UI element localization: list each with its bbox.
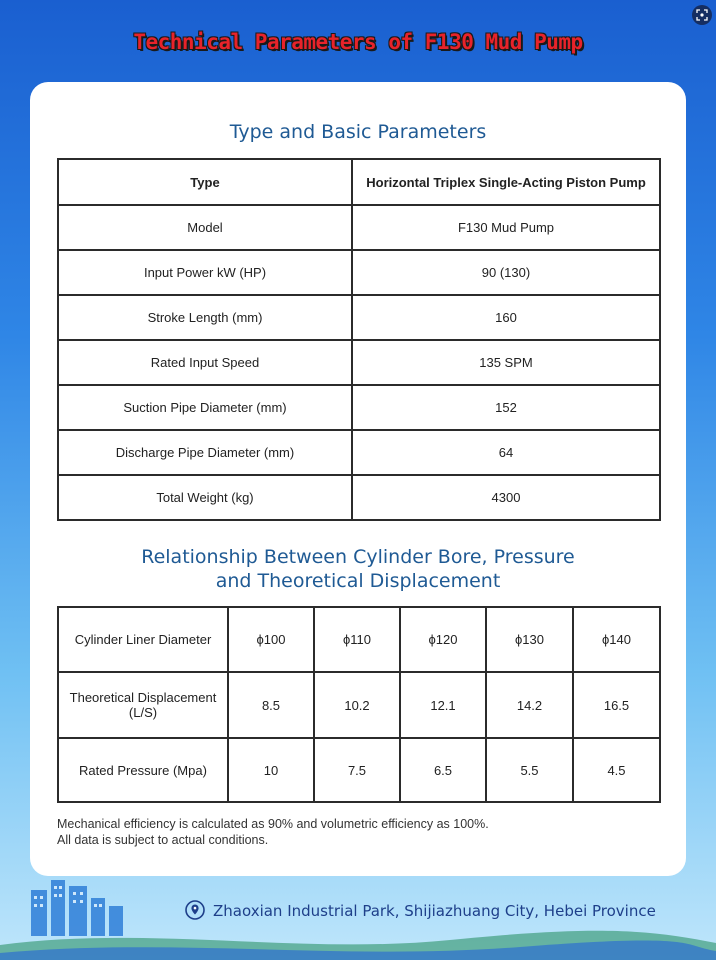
table-row	[58, 430, 660, 475]
param-value: F130 Mud Pump	[352, 205, 660, 250]
param-label: Model	[58, 205, 352, 250]
table-cell: ϕ120	[400, 607, 486, 672]
param-value: 160	[352, 295, 660, 340]
table-cell: 10	[228, 738, 314, 802]
param-value: 64	[352, 430, 660, 475]
table-header-row	[58, 159, 660, 205]
table-cell: 6.5	[400, 738, 486, 802]
section-title-cylinder-line2: and Theoretical Displacement	[215, 570, 501, 592]
table-row	[58, 475, 660, 520]
image-search-icon[interactable]	[692, 5, 712, 25]
table-row	[58, 295, 660, 340]
efficiency-note	[57, 816, 657, 848]
page-title: Technical Parameters of F130 Mud Pump	[133, 30, 583, 54]
table-cell: 14.2	[486, 672, 573, 738]
cylinder-bore-table	[57, 606, 661, 803]
table-cell: ϕ100	[228, 607, 314, 672]
param-label: Input Power kW (HP)	[58, 250, 352, 295]
table-row	[58, 738, 660, 802]
table-cell: ϕ130	[486, 607, 573, 672]
param-label: Suction Pipe Diameter (mm)	[58, 385, 352, 430]
table-cell: 4.5	[573, 738, 660, 802]
row-label: Rated Pressure (Mpa)	[58, 738, 228, 802]
table-cell: 16.5	[573, 672, 660, 738]
table-cell: 10.2	[314, 672, 400, 738]
section-title-basic-parameters: Type and Basic Parameters	[229, 121, 487, 143]
type-label: Type	[58, 159, 352, 205]
table-cell: ϕ110	[314, 607, 400, 672]
param-label: Stroke Length (mm)	[58, 295, 352, 340]
address-text: Zhaoxian Industrial Park, Shijiazhuang City, Hebei Province	[213, 902, 656, 920]
row-label: Theoretical Displacement (L/S)	[58, 672, 228, 738]
note-line-2: All data is subject to actual conditions.	[57, 833, 269, 847]
param-label: Total Weight (kg)	[58, 475, 352, 520]
param-value: 4300	[352, 475, 660, 520]
table-row	[58, 205, 660, 250]
table-cell: 7.5	[314, 738, 400, 802]
table-row	[58, 672, 660, 738]
param-value: 152	[352, 385, 660, 430]
table-cell: 5.5	[486, 738, 573, 802]
decorative-wave	[0, 915, 716, 960]
param-label: Discharge Pipe Diameter (mm)	[58, 430, 352, 475]
param-value: 90 (130)	[352, 250, 660, 295]
section-title-cylinder-line1: Relationship Between Cylinder Bore, Pressure	[141, 546, 575, 568]
table-row	[58, 340, 660, 385]
table-row	[58, 607, 660, 672]
basic-parameters-table	[57, 158, 661, 521]
param-label: Rated Input Speed	[58, 340, 352, 385]
table-cell: 12.1	[400, 672, 486, 738]
table-row	[58, 385, 660, 430]
table-row	[58, 250, 660, 295]
table-cell: ϕ140	[573, 607, 660, 672]
type-value: Horizontal Triplex Single-Acting Piston Pump	[352, 159, 660, 205]
table-cell: 8.5	[228, 672, 314, 738]
note-line-1: Mechanical efficiency is calculated as 90% and volumetric efficiency as 100%.	[57, 817, 489, 831]
param-value: 135 SPM	[352, 340, 660, 385]
row-label: Cylinder Liner Diameter	[58, 607, 228, 672]
